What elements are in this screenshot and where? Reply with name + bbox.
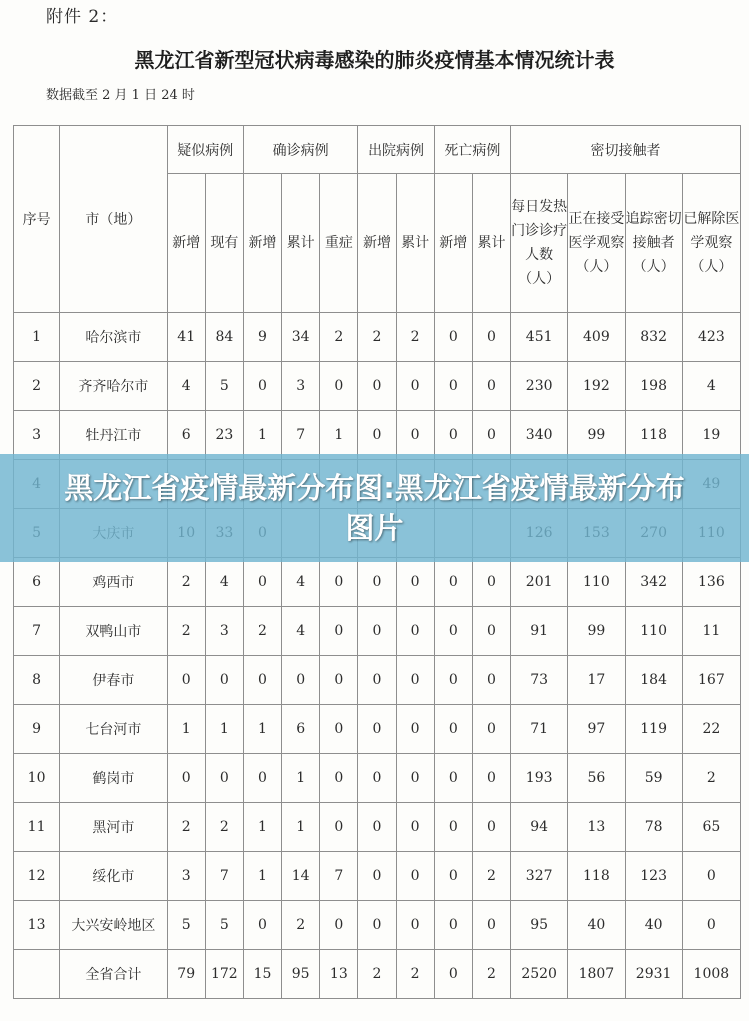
row-value: 17: [568, 656, 625, 705]
subheader-deaths-new: 新增: [434, 174, 472, 313]
row-value: 2931: [625, 950, 682, 999]
row-value: 1807: [568, 950, 625, 999]
row-value: 409: [568, 313, 625, 362]
row-value: 184: [625, 656, 682, 705]
header-deaths: 死亡病例: [434, 126, 510, 174]
subheader-confirmed-new: 新增: [243, 174, 281, 313]
row-value: 0: [434, 313, 472, 362]
row-city: 双鸭山市: [60, 607, 167, 656]
header-city: 市（地）: [60, 126, 167, 313]
row-value: 2: [167, 607, 205, 656]
row-value: 193: [511, 754, 568, 803]
row-value: 2520: [511, 950, 568, 999]
row-value: 0: [320, 362, 358, 411]
row-value: 0: [205, 754, 243, 803]
row-value: 2: [282, 901, 320, 950]
row-value: 201: [511, 558, 568, 607]
row-city: 哈尔滨市: [60, 313, 167, 362]
row-value: 0: [358, 656, 396, 705]
statistics-table: [13, 125, 741, 999]
row-value: 0: [434, 362, 472, 411]
row-value: 22: [682, 705, 740, 754]
row-value: 0: [396, 754, 434, 803]
row-city: 牡丹江市: [60, 411, 167, 460]
banner-text: 黑龙江省疫情最新分布图:黑龙江省疫情最新分布图片: [64, 471, 685, 545]
table-row: [14, 705, 741, 754]
row-value: 4: [282, 558, 320, 607]
row-value: 56: [568, 754, 625, 803]
row-value: 0: [358, 705, 396, 754]
row-seq: 3: [14, 411, 60, 460]
row-seq: 11: [14, 803, 60, 852]
row-value: 172: [205, 950, 243, 999]
row-value: 0: [205, 656, 243, 705]
row-value: 0: [243, 558, 281, 607]
row-value: 0: [434, 852, 472, 901]
subheader-confirmed-total: 累计: [282, 174, 320, 313]
row-seq: 7: [14, 607, 60, 656]
row-value: 19: [682, 411, 740, 460]
row-seq: 1: [14, 313, 60, 362]
row-city: 绥化市: [60, 852, 167, 901]
row-value: 0: [396, 705, 434, 754]
row-value: 1: [243, 705, 281, 754]
row-value: 0: [434, 803, 472, 852]
row-city: 鸡西市: [60, 558, 167, 607]
row-value: 167: [682, 656, 740, 705]
row-value: 0: [167, 754, 205, 803]
row-city: 齐齐哈尔市: [60, 362, 167, 411]
row-city: 大兴安岭地区: [60, 901, 167, 950]
row-value: 0: [434, 950, 472, 999]
row-value: 1: [282, 754, 320, 803]
row-value: 71: [511, 705, 568, 754]
row-value: 73: [511, 656, 568, 705]
row-value: 0: [358, 558, 396, 607]
subheader-deaths-total: 累计: [472, 174, 510, 313]
subheader-contacts-released: 已解除医学观察（人）: [682, 174, 740, 313]
document-title: 黑龙江省新型冠状病毒感染的肺炎疫情基本情况统计表: [134, 48, 615, 72]
row-value: 2: [358, 313, 396, 362]
row-value: 34: [282, 313, 320, 362]
row-value: 99: [568, 411, 625, 460]
row-value: 0: [396, 901, 434, 950]
row-seq: 6: [14, 558, 60, 607]
row-value: 40: [625, 901, 682, 950]
row-value: 110: [625, 607, 682, 656]
row-value: 2: [682, 754, 740, 803]
row-value: 99: [568, 607, 625, 656]
row-value: 7: [205, 852, 243, 901]
row-value: 1: [205, 705, 243, 754]
table-row: [14, 411, 741, 460]
row-value: 136: [682, 558, 740, 607]
row-value: 59: [625, 754, 682, 803]
row-value: 91: [511, 607, 568, 656]
row-value: 0: [358, 607, 396, 656]
row-value: 0: [472, 901, 510, 950]
table-row: [14, 852, 741, 901]
row-value: 2: [320, 313, 358, 362]
subheader-suspected-new: 新增: [167, 174, 205, 313]
row-value: 14: [282, 852, 320, 901]
header-close-contacts: 密切接触者: [511, 126, 741, 174]
row-value: 0: [434, 656, 472, 705]
table-row: [14, 607, 741, 656]
row-value: 1: [282, 803, 320, 852]
row-value: 11: [682, 607, 740, 656]
row-city: 黑河市: [60, 803, 167, 852]
row-value: 0: [396, 558, 434, 607]
row-value: 1: [243, 411, 281, 460]
row-value: 0: [320, 705, 358, 754]
table-row: [14, 558, 741, 607]
row-value: 40: [568, 901, 625, 950]
subheader-confirmed-severe: 重症: [320, 174, 358, 313]
table-row: [14, 754, 741, 803]
header-seq: 序号: [14, 126, 60, 313]
row-value: 2: [243, 607, 281, 656]
table-row: [14, 362, 741, 411]
table-row: [14, 656, 741, 705]
row-value: 451: [511, 313, 568, 362]
table-row: [14, 313, 741, 362]
row-value: 0: [472, 607, 510, 656]
row-value: 1: [167, 705, 205, 754]
row-value: 41: [167, 313, 205, 362]
row-value: 3: [167, 852, 205, 901]
header-discharged: 出院病例: [358, 126, 434, 174]
row-value: 13: [568, 803, 625, 852]
row-value: 0: [358, 803, 396, 852]
row-value: 0: [320, 803, 358, 852]
row-value: 118: [625, 411, 682, 460]
row-value: 5: [167, 901, 205, 950]
row-value: 3: [205, 607, 243, 656]
row-value: 94: [511, 803, 568, 852]
row-value: 0: [472, 754, 510, 803]
row-value: 1: [243, 852, 281, 901]
row-value: 65: [682, 803, 740, 852]
header-confirmed: 确诊病例: [243, 126, 357, 174]
row-value: 0: [396, 803, 434, 852]
row-value: 0: [682, 901, 740, 950]
subheader-contacts-daily-fever: 每日发热门诊诊疗人数（人）: [511, 174, 568, 313]
row-seq: 8: [14, 656, 60, 705]
row-value: 0: [434, 558, 472, 607]
row-value: 0: [472, 411, 510, 460]
row-value: 0: [434, 754, 472, 803]
header-row-groups: [14, 126, 741, 174]
row-value: 0: [320, 656, 358, 705]
cutoff-note: 数据截至 2 月 1 日 24 时: [46, 88, 195, 103]
row-value: 5: [205, 901, 243, 950]
row-value: 0: [472, 656, 510, 705]
row-value: 0: [396, 607, 434, 656]
table-row-total: [14, 950, 741, 999]
subheader-discharged-total: 累计: [396, 174, 434, 313]
subheader-suspected-current: 现有: [205, 174, 243, 313]
row-value: 0: [396, 362, 434, 411]
row-value: 0: [396, 656, 434, 705]
row-value: 0: [358, 901, 396, 950]
row-value: 13: [320, 950, 358, 999]
row-value: 0: [396, 411, 434, 460]
row-value: 118: [568, 852, 625, 901]
row-value: 0: [243, 362, 281, 411]
row-value: 0: [472, 558, 510, 607]
row-value: 0: [434, 607, 472, 656]
row-value: 84: [205, 313, 243, 362]
row-value: 0: [243, 754, 281, 803]
row-value: 0: [320, 901, 358, 950]
row-value: 2: [396, 950, 434, 999]
row-seq: 12: [14, 852, 60, 901]
row-value: 0: [282, 656, 320, 705]
row-seq: [14, 950, 60, 999]
row-seq: 13: [14, 901, 60, 950]
row-value: 4: [205, 558, 243, 607]
row-value: 1008: [682, 950, 740, 999]
row-value: 0: [472, 705, 510, 754]
row-value: 1: [243, 803, 281, 852]
header-suspected: 疑似病例: [167, 126, 243, 174]
row-value: 110: [568, 558, 625, 607]
row-value: 123: [625, 852, 682, 901]
row-value: 95: [282, 950, 320, 999]
row-value: 2: [472, 852, 510, 901]
row-value: 15: [243, 950, 281, 999]
row-city: 伊春市: [60, 656, 167, 705]
row-value: 327: [511, 852, 568, 901]
row-value: 0: [434, 705, 472, 754]
row-city: 鹤岗市: [60, 754, 167, 803]
row-seq: 10: [14, 754, 60, 803]
row-value: 0: [682, 852, 740, 901]
row-value: 0: [472, 362, 510, 411]
row-city: 全省合计: [60, 950, 167, 999]
row-value: 0: [243, 901, 281, 950]
row-value: 0: [320, 558, 358, 607]
row-city: 七台河市: [60, 705, 167, 754]
row-value: 198: [625, 362, 682, 411]
row-value: 95: [511, 901, 568, 950]
row-value: 0: [320, 754, 358, 803]
row-value: 78: [625, 803, 682, 852]
row-value: 832: [625, 313, 682, 362]
row-value: 0: [320, 607, 358, 656]
row-value: 2: [167, 803, 205, 852]
row-value: 0: [358, 754, 396, 803]
row-value: 0: [358, 362, 396, 411]
row-value: 7: [282, 411, 320, 460]
row-value: 230: [511, 362, 568, 411]
row-value: 9: [243, 313, 281, 362]
row-value: 3: [282, 362, 320, 411]
row-value: 1: [320, 411, 358, 460]
row-value: 2: [358, 950, 396, 999]
row-value: 342: [625, 558, 682, 607]
row-value: 192: [568, 362, 625, 411]
row-value: 2: [396, 313, 434, 362]
row-value: 0: [472, 313, 510, 362]
row-value: 0: [358, 411, 396, 460]
watermark-banner: [0, 454, 749, 562]
row-seq: 9: [14, 705, 60, 754]
table-row: [14, 901, 741, 950]
row-value: 97: [568, 705, 625, 754]
attachment-label: 附件 2：: [46, 7, 119, 27]
row-value: 340: [511, 411, 568, 460]
row-value: 5: [205, 362, 243, 411]
row-value: 0: [434, 411, 472, 460]
row-seq: 2: [14, 362, 60, 411]
row-value: 2: [472, 950, 510, 999]
row-value: 23: [205, 411, 243, 460]
row-value: 0: [472, 803, 510, 852]
row-value: 4: [167, 362, 205, 411]
subheader-contacts-traced: 追踪密切接触者（人）: [625, 174, 682, 313]
row-value: 7: [320, 852, 358, 901]
row-value: 423: [682, 313, 740, 362]
row-value: 0: [243, 656, 281, 705]
row-value: 0: [396, 852, 434, 901]
row-value: 2: [205, 803, 243, 852]
table-row: [14, 803, 741, 852]
subheader-contacts-under-observation: 正在接受医学观察（人）: [568, 174, 625, 313]
row-value: 4: [282, 607, 320, 656]
row-value: 0: [434, 901, 472, 950]
row-value: 119: [625, 705, 682, 754]
row-value: 6: [282, 705, 320, 754]
row-value: 0: [167, 656, 205, 705]
row-value: 0: [358, 852, 396, 901]
row-value: 2: [167, 558, 205, 607]
row-value: 4: [682, 362, 740, 411]
row-value: 6: [167, 411, 205, 460]
subheader-discharged-new: 新增: [358, 174, 396, 313]
row-value: 79: [167, 950, 205, 999]
